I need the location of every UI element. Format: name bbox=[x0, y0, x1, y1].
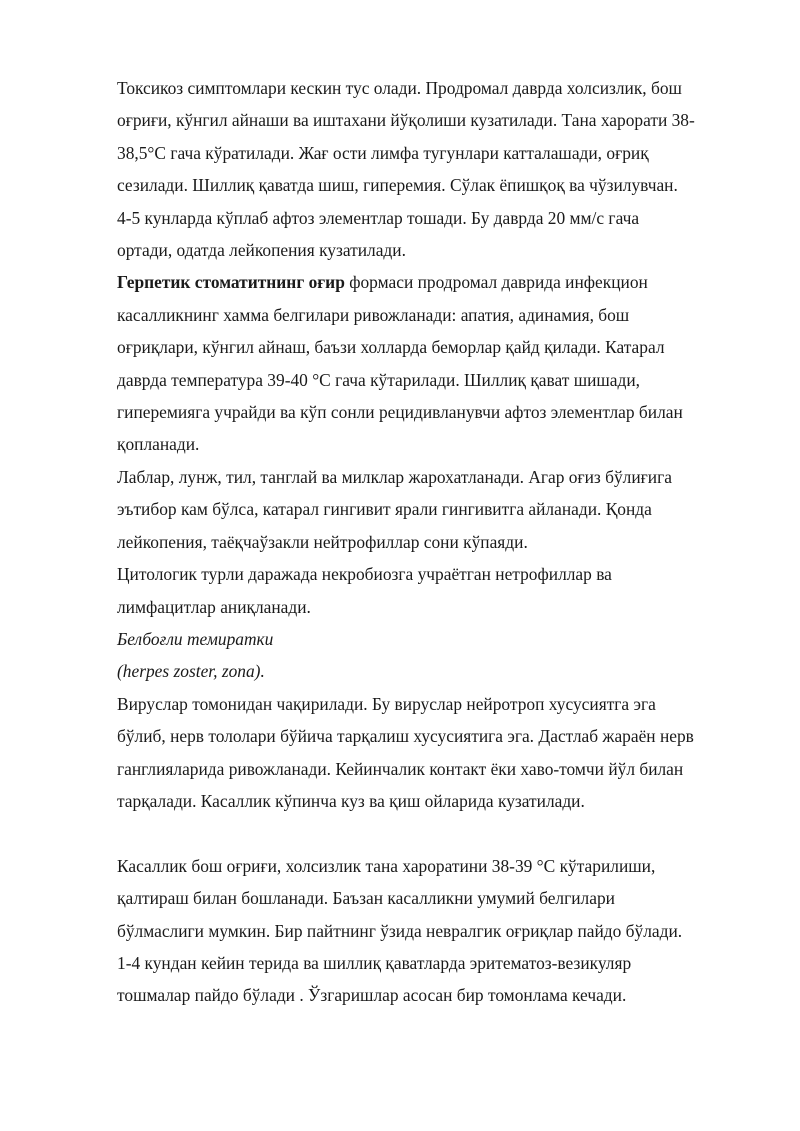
text-fragment: формаси продромал даврида инфекцион bbox=[344, 272, 648, 293]
section-heading bbox=[117, 623, 757, 688]
text-line: Токсикоз симптомлари кескин тус олади. Продромал даврда холсизлик, бош bbox=[117, 78, 682, 98]
text-line: тошмалар пайдо бўлади . Ўзгаришлар асосан бир томонлама кечади. bbox=[117, 985, 627, 1006]
text-line: гиперемияга учрайди ва кўп сонли рецидивланувчи афтоз элементлар билан bbox=[117, 402, 683, 423]
paragraph-viruses bbox=[117, 688, 757, 818]
text-line: ортади, одатда лейкопения кузатилади. bbox=[117, 240, 406, 261]
text-line: ганглияларида ривожланади. Кейинчалик контакт ёки хаво-томчи йўл билан bbox=[117, 758, 684, 779]
text-line: эътибор кам бўлса, катарал гингивит ярали гингивитга айланади. Қонда bbox=[117, 499, 652, 520]
text-line: лейкопения, таёқчаўзакли нейтрофиллар сони кўпаяди. bbox=[117, 531, 528, 552]
paragraph-toxicosis bbox=[117, 72, 757, 266]
text-line: Лаблар, лунж, тил, танглай ва милклар жарохатланади. Агар оғиз бўлиғига bbox=[117, 466, 672, 487]
paragraph-severe-form bbox=[117, 266, 757, 460]
text-line: бўлмаслиги мумкин. Бир пайтнинг ўзида невралгик оғриқлар пайдо бўлади. bbox=[117, 920, 683, 941]
document-page bbox=[117, 72, 757, 1012]
paragraph-cytology bbox=[117, 558, 757, 623]
text-line: оғриқлари, кўнгил айнаш, баъзи холларда беморлар қайд қилади. Катарал bbox=[117, 337, 665, 358]
text-line: қалтираш билан бошланади. Баъзан касалликни умумий белгилари bbox=[117, 888, 615, 909]
text-line: касалликнинг хамма белгилари ривожланади: апатия, адинамия, бош bbox=[117, 304, 630, 325]
italic-subheading: (herpes zoster, zona). bbox=[117, 661, 265, 682]
text-line: лимфацитлар аниқланади. bbox=[117, 596, 311, 617]
text-line: 1-4 кундан кейин терида ва шиллиқ қаватларда эритематоз-везикуляр bbox=[117, 952, 632, 973]
text-line: сезилади. Шиллиқ қаватда шиш, гиперемия. Сўлак ёпишқоқ ва чўзилувчан. bbox=[117, 175, 678, 196]
paragraph-lesions bbox=[117, 461, 757, 558]
text-line: Касаллик бош оғриғи, холсизлик тана хароратини 38-39 °С кўтарилиши, bbox=[117, 855, 656, 876]
text-line: 4-5 кунларда кўплаб афтоз элементлар тошади. Бу даврда 20 мм/с гача bbox=[117, 207, 640, 228]
text-line: қопланади. bbox=[117, 434, 200, 455]
text-line: 38,5°С гача кўратилади. Жағ ости лимфа тугунлари катталашади, оғриқ bbox=[117, 142, 649, 163]
text-line: даврда температура 39-40 °С гача кўтарилади. Шиллиқ қават шишади, bbox=[117, 369, 640, 390]
text-line: Вируслар томонидан чақирилади. Бу вируслар нейротроп хусусиятга эга bbox=[117, 693, 656, 714]
text-line: Цитологик турли даражада некробиозга учраётган нетрофиллар ва bbox=[117, 564, 612, 585]
text-line bbox=[117, 266, 757, 298]
paragraph-onset bbox=[117, 850, 757, 1012]
text-line: бўлиб, нерв тололари бўйича тарқалиш хусусиятига эга. Дастлаб жараён нерв bbox=[117, 726, 694, 747]
italic-heading: Белбоғли темиратки bbox=[117, 628, 274, 649]
text-line: тарқалади. Касаллик кўпинча куз ва қиш ойларида кузатилади. bbox=[117, 790, 585, 811]
text-line: оғриғи, кўнгил айнаши ва иштахани йўқолиши кузатилади. Тана харорати 38- bbox=[117, 110, 695, 131]
blank-line bbox=[117, 817, 757, 849]
bold-term: Герпетик стоматитнинг оғир bbox=[117, 272, 345, 293]
